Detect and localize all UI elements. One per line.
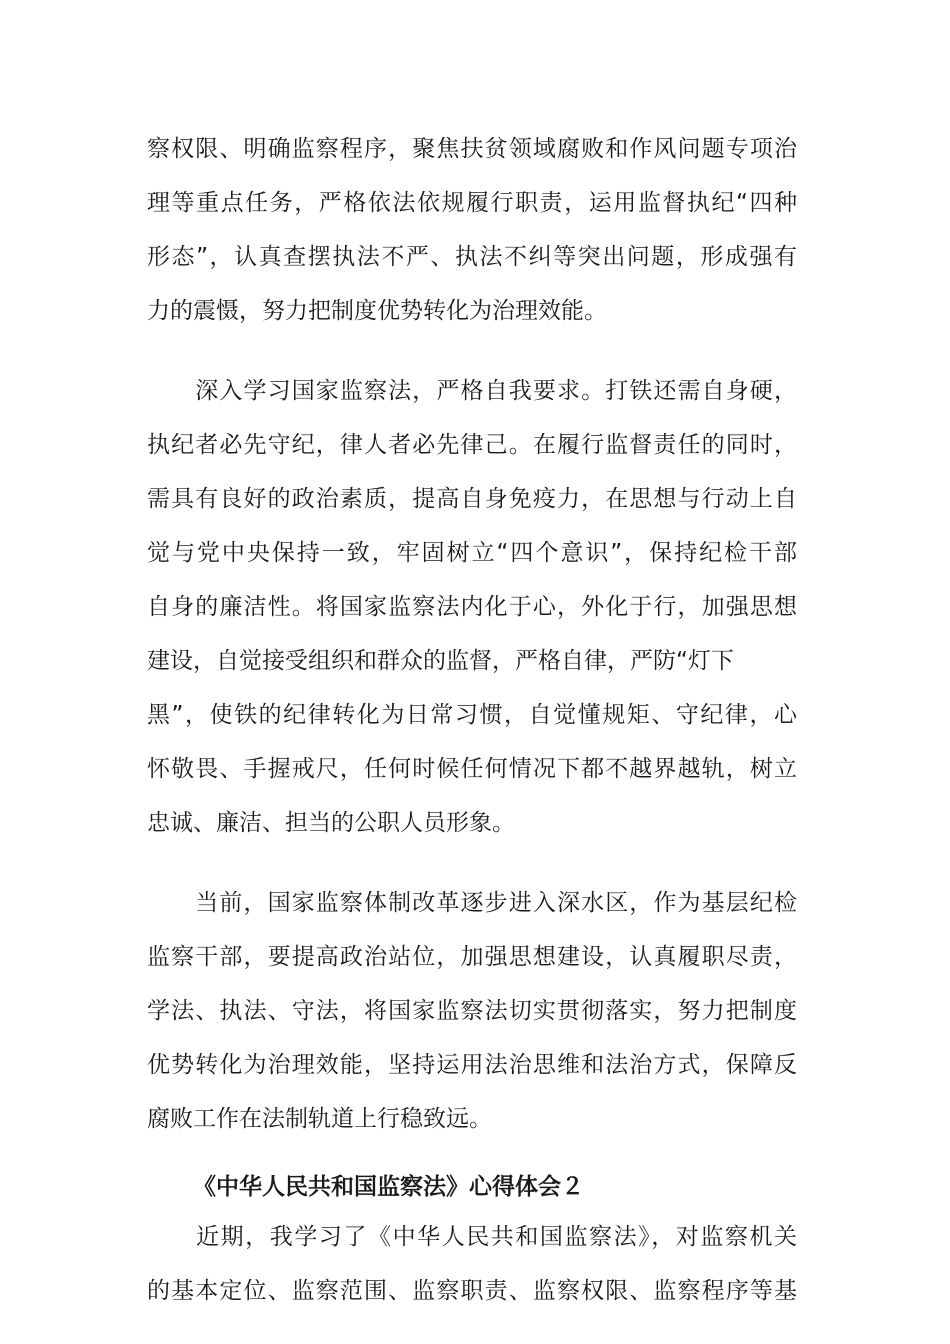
paragraph xyxy=(147,1210,797,1318)
text-line: 深入学习国家监察法，严格自我要求。打铁还需自身硬， xyxy=(147,378,797,404)
text-line: 怀敬畏、手握戒尺，任何时候任何情况下都不越界越轨，树立 xyxy=(147,756,797,782)
text-line: 黑”，使铁的纪律转化为日常习惯，自觉懂规矩、守纪律，心 xyxy=(147,702,797,728)
text-line: 形态”，认真查摆执法不严、执法不纠等突出问题，形成强有 xyxy=(147,244,797,270)
paragraph-spacing xyxy=(147,1146,797,1164)
paragraph xyxy=(147,364,797,850)
text-line: 近期，我学习了《中华人民共和国监察法》，对监察机关 xyxy=(147,1224,797,1250)
text-line: 建设，自觉接受组织和群众的监督，严格自律，严防“灯下 xyxy=(147,648,734,674)
text-line: 觉与党中央保持一致，牢固树立“四个意识”，保持纪检干部 xyxy=(147,540,797,566)
text-line: 优势转化为治理效能，坚持运用法治思维和法治方式，保障反 xyxy=(147,1052,797,1078)
section-heading: 《中华人民共和国监察法》心得体会２ xyxy=(193,1174,584,1200)
text-line: 需具有良好的政治素质，提高自身免疫力，在思想与行动上自 xyxy=(147,486,797,512)
text-line: 理等重点任务，严格依法依规履行职责，运用监督执纪“四种 xyxy=(147,190,797,216)
document-body xyxy=(147,122,797,1318)
text-line: 当前，国家监察体制改革逐步进入深水区，作为基层纪检 xyxy=(147,890,797,916)
paragraph-spacing xyxy=(147,850,797,876)
paragraph xyxy=(147,876,797,1146)
text-line: 的基本定位、监察范围、监察职责、监察权限、监察程序等基 xyxy=(147,1278,797,1304)
text-line: 腐败工作在法制轨道上行稳致远。 xyxy=(147,1106,492,1132)
text-line: 忠诚、廉洁、担当的公职人员形象。 xyxy=(147,810,515,836)
text-line: 察权限、明确监察程序，聚焦扶贫领域腐败和作风问题专项治 xyxy=(147,136,797,162)
text-line: 执纪者必先守纪，律人者必先律己。在履行监督责任的同时， xyxy=(147,432,797,458)
text-line: 学法、执法、守法，将国家监察法切实贯彻落实，努力把制度 xyxy=(147,998,797,1024)
paragraph xyxy=(147,122,797,338)
paragraph-spacing xyxy=(147,338,797,364)
text-line: 自身的廉洁性。将国家监察法内化于心，外化于行，加强思想 xyxy=(147,594,797,620)
text-line: 力的震慑，努力把制度优势转化为治理效能。 xyxy=(147,298,607,324)
text-line: 监察干部，要提高政治站位，加强思想建设，认真履职尽责， xyxy=(147,944,797,970)
